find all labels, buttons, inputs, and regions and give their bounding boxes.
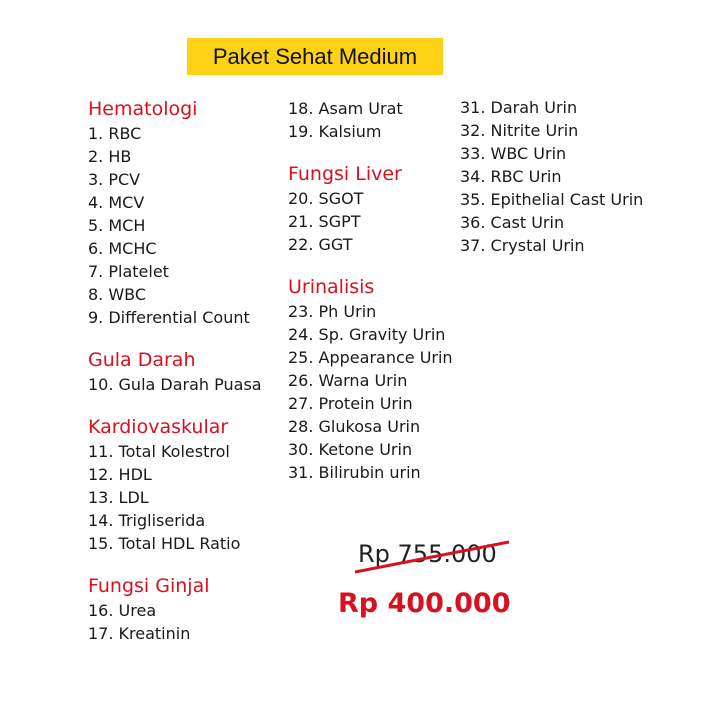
test-section — [288, 97, 453, 143]
test-section — [88, 96, 262, 329]
test-item: 5. MCH — [88, 216, 146, 235]
test-item: 21. SGPT — [288, 212, 361, 231]
test-item: 31. Darah Urin — [460, 98, 578, 117]
test-item: 11. Total Kolestrol — [88, 442, 230, 461]
strikethrough-line — [353, 530, 513, 580]
section-heading: Kardiovaskular — [88, 416, 229, 438]
test-item: 20. SGOT — [288, 189, 364, 208]
discount-price: Rp 400.000 — [338, 588, 511, 619]
test-item: 23. Ph Urin — [288, 302, 377, 321]
test-item: 30. Ketone Urin — [288, 440, 413, 459]
section-heading: Fungsi Liver — [288, 163, 402, 185]
package-title: Paket Sehat Medium — [212, 43, 418, 69]
section-heading: Hematologi — [88, 98, 198, 120]
test-item: 31. Bilirubin urin — [288, 463, 421, 482]
test-item: 27. Protein Urin — [288, 394, 413, 413]
test-item: 12. HDL — [88, 465, 152, 484]
test-item: 28. Glukosa Urin — [288, 417, 421, 436]
section-heading: Fungsi Ginjal — [88, 575, 210, 597]
column-2 — [288, 97, 453, 502]
section-heading: Urinalisis — [288, 276, 375, 298]
test-section — [88, 414, 262, 555]
test-item: 37. Crystal Urin — [460, 236, 585, 255]
original-price: Rp 755.000 — [358, 540, 497, 568]
test-item: 6. MCHC — [88, 239, 157, 258]
test-item: 22. GGT — [288, 235, 353, 254]
test-item: 18. Asam Urat — [288, 99, 403, 118]
test-item: 15. Total HDL Ratio — [88, 534, 241, 553]
test-section — [288, 274, 453, 484]
test-item: 9. Differential Count — [88, 308, 250, 327]
test-section — [88, 347, 262, 396]
test-item: 34. RBC Urin — [460, 167, 562, 186]
test-item: 16. Urea — [88, 601, 157, 620]
test-item: 17. Kreatinin — [88, 624, 191, 643]
test-item: 13. LDL — [88, 488, 149, 507]
test-item: 24. Sp. Gravity Urin — [288, 325, 446, 344]
test-item: 19. Kalsium — [288, 122, 382, 141]
column-1 — [88, 96, 262, 663]
section-heading: Gula Darah — [88, 349, 196, 371]
test-item: 25. Appearance Urin — [288, 348, 453, 367]
test-item: 4. MCV — [88, 193, 145, 212]
test-item: 14. Trigliserida — [88, 511, 206, 530]
test-section — [460, 96, 643, 257]
test-item: 7. Platelet — [88, 262, 169, 281]
test-item: 8. WBC — [88, 285, 147, 304]
title-banner — [187, 38, 443, 75]
test-item: 26. Warna Urin — [288, 371, 408, 390]
test-section — [288, 161, 453, 256]
test-item: 2. HB — [88, 147, 132, 166]
column-3 — [460, 96, 643, 275]
test-item: 35. Epithelial Cast Urin — [460, 190, 644, 209]
test-item: 3. PCV — [88, 170, 141, 189]
test-item: 10. Gula Darah Puasa — [88, 375, 262, 394]
test-item: 1. RBC — [88, 124, 142, 143]
test-item: 36. Cast Urin — [460, 213, 565, 232]
test-section — [88, 573, 262, 645]
test-item: 32. Nitrite Urin — [460, 121, 579, 140]
test-item: 33. WBC Urin — [460, 144, 567, 163]
